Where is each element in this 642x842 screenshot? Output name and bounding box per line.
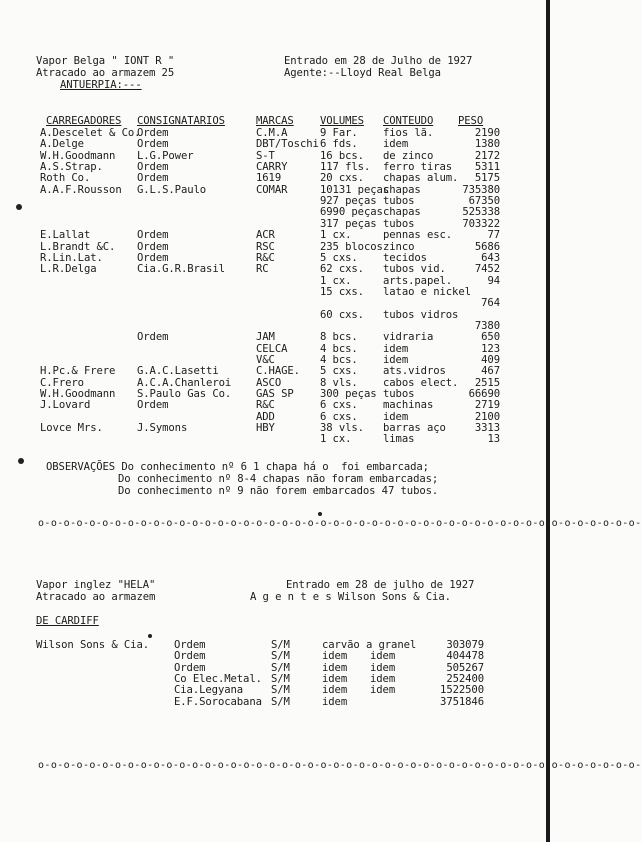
consignee-cell: Co Elec.Metal. [174,672,262,685]
marks-cell: R&C [256,399,275,412]
contents-detail-cell: idem [370,650,396,663]
contents-detail-cell: idem [370,684,396,697]
contents-cell: tubos [383,217,415,230]
punch-hole-top [16,204,22,210]
col-header-volumes: VOLUMES [320,115,364,127]
volumes-cell: 8 vls. [320,376,358,389]
volumes-cell: 62 cxs. [320,263,364,276]
weight-cell: 77 [487,229,500,242]
consignee-cell: L.G.Power [137,149,194,162]
contents-cell: idem [322,684,348,697]
contents-cell: barras aço [383,422,446,435]
weight-cell: 735380 [462,183,500,196]
origin-port: ANTUERPIA:--- [60,79,142,91]
contents-cell: latao e nickel [383,285,471,298]
shipper-cell: R.Lin.Lat. [40,251,103,264]
volumes-cell: 1 cx. [320,433,352,446]
weight-cell: 525338 [462,206,500,219]
contents-cell: chapas [383,183,421,196]
consignee-cell: J.Symons [137,422,188,435]
volumes-cell: 16 bcs. [320,149,364,162]
section-separator: o-o-o-o-o-o-o-o-o-o-o-o-o-o-o-o-o-o-o-o-o-o-o-o-o-o-o-o-o-o-o-o-o-o-o-o-o-o-o-o-o-o-o-o-o-o-o- [38,518,642,529]
ship-name: Vapor Belga " IONT R " [36,55,175,67]
consignee-cell: Cia.Legyana [174,684,244,697]
marks-cell: ACR [256,229,275,242]
weight-cell: 2100 [474,410,500,423]
contents-cell: idem [322,650,348,663]
shipper-cell: J.Lovard [40,399,91,412]
weight-cell: 13 [487,433,500,446]
punch-hole-low [148,634,152,638]
observation-line: Do conhecimento nº 8-4 chapas não foram embarcadas; [118,473,439,485]
shipper-cell: Roth Co. [40,172,91,185]
weight-cell: 7380 [474,319,500,332]
consignee-cell: Ordem [137,172,169,185]
volumes-cell: 1 cx. [320,274,352,287]
contents-cell: idem [322,661,348,674]
marks-cell: JAM [256,331,275,344]
marks-cell: S/M [271,684,290,697]
marks-cell: RC [256,263,269,276]
shipper-cell: A.Descelet & Co. [40,127,141,139]
consignee-cell: Cia.G.R.Brasil [137,263,225,276]
volumes-cell: 5 cxs. [320,251,358,264]
weight-cell: 94 [487,274,500,287]
shipper-cell: A.Delge [40,138,84,151]
contents-detail-cell: idem [370,672,396,685]
consignee-cell: G.A.C.Lasetti [137,365,219,378]
contents-cell: chapas alum. [383,172,459,185]
consignee-cell: Ordem [137,229,169,242]
contents-cell: carvão a granel [322,639,417,651]
marks-cell: COMAR [256,183,288,196]
contents-cell: idem [383,354,409,366]
weight-cell: 2515 [474,376,500,389]
volumes-cell: 38 vls. [320,422,364,435]
arrival-date: Entrado em 28 de julho de 1927 [286,579,475,591]
weight-cell: 409 [481,354,500,366]
volumes-cell: 300 peças [320,388,377,401]
shipper-cell: L.R.Delga [40,263,97,276]
consignee-cell: A.C.A.Chanleroi [137,376,232,389]
contents-cell: tubos [383,195,415,208]
col-header-weight: PESO [458,115,484,127]
observation-line: Do conhecimento nº 9 não forem embarcados 47 tubos. [118,485,439,497]
shipper-cell: Lovce Mrs. [40,422,103,435]
marks-cell: ADD [256,410,275,423]
marks-cell: V&C [256,354,275,366]
contents-cell: pennas esc. [383,229,453,242]
col-header-marks: MARCAS [256,115,294,127]
weight-cell: 2190 [474,127,500,139]
weight-cell: 5311 [474,161,500,174]
marks-cell: S/M [271,650,290,663]
contents-cell: idem [383,138,409,151]
origin-port: DE CARDIFF [36,615,99,627]
contents-detail-cell: idem [370,661,396,674]
contents-cell: arts.papel. [383,274,453,287]
weight-cell: 67350 [468,195,500,208]
contents-cell: zinco [383,240,415,253]
marks-cell: S/M [271,639,290,651]
marks-cell: RSC [256,240,275,253]
contents-cell: idem [322,672,348,685]
marks-cell: DBT/Toschi [256,138,319,151]
volumes-cell: 10131 peças [320,183,390,196]
volumes-cell: 15 cxs. [320,285,364,298]
contents-cell: vidraria [383,331,434,344]
contents-cell: tubos [383,388,415,401]
punch-hole-mid [18,458,24,464]
consignee-cell: E.F.Sorocabana [174,695,262,708]
contents-cell: ferro tiras [383,161,453,174]
weight-cell: 303079 [446,639,484,651]
weight-cell: 703322 [462,217,500,230]
volumes-cell: 927 peças [320,195,377,208]
shipper-cell: W.H.Goodmann [40,149,116,162]
marks-cell: R&C [256,251,275,264]
agent-line: A g e n t e s Wilson Sons & Cia. [250,591,451,603]
volumes-cell: 60 cxs. [320,308,364,321]
marks-cell: GAS SP [256,388,294,401]
consignee-cell: G.L.S.Paulo [137,183,207,196]
col-header-shipper: CARREGADORES [46,115,122,127]
consignee-cell: Ordem [174,661,206,674]
marks-cell: S/M [271,661,290,674]
scan-edge [546,0,550,842]
volumes-cell: 4 bcs. [320,354,358,366]
weight-cell: 3751846 [440,695,484,708]
shipper-cell: A.A.F.Rousson [40,183,122,196]
marks-cell: S-T [256,149,275,162]
marks-cell: ASCO [256,376,282,389]
col-header-consignee: CONSIGNATARIOS [137,115,225,127]
volumes-cell: 8 bcs. [320,331,358,344]
volumes-cell: 6 cxs. [320,399,358,412]
marks-cell: C.HAGE. [256,365,300,378]
volumes-cell: 20 cxs. [320,172,364,185]
contents-cell: machinas [383,399,434,412]
ship-name: Vapor inglez "HELA" [36,579,156,591]
weight-cell: 1522500 [440,684,484,697]
contents-cell: idem [383,342,409,355]
consignee-cell: Ordem [174,650,206,663]
contents-cell: tubos vidros [383,308,459,321]
volumes-cell: 9 Far. [320,127,358,139]
weight-cell: 3313 [474,422,500,435]
volumes-cell: 117 fls. [320,161,371,174]
contents-cell: ats.vidros [383,365,446,378]
contents-cell: cabos elect. [383,376,459,389]
shipper-cell: Wilson Sons & Cia. [36,639,150,651]
weight-cell: 5175 [474,172,500,185]
weight-cell: 643 [481,251,500,264]
volumes-cell: 317 peças [320,217,377,230]
weight-cell: 66690 [468,388,500,401]
weight-cell: 467 [481,365,500,378]
contents-cell: tubos vid. [383,263,446,276]
shipper-cell: H.Pc.& Frere [40,365,116,378]
weight-cell: 1380 [474,138,500,151]
consignee-cell: Ordem [137,240,169,253]
marks-cell: C.M.A [256,127,288,139]
marks-cell: 1619 [256,172,282,185]
weight-cell: 5686 [474,240,500,253]
consignee-cell: Ordem [137,399,169,412]
contents-cell: de zinco [383,149,434,162]
arrival-date: Entrado em 28 de Julho de 1927 [284,55,473,67]
volumes-cell: 6990 peças [320,206,383,219]
consignee-cell: Ordem [137,251,169,264]
observation-line: OBSERVAÇÕES Do conhecimento nº 6 1 chapa há o foi embarcada; [46,461,429,473]
weight-cell: 2172 [474,149,500,162]
contents-cell: tecidos [383,251,427,264]
shipper-cell: W.H.Goodmann [40,388,116,401]
contents-cell: fios lã. [383,127,434,139]
marks-cell: S/M [271,672,290,685]
contents-cell: chapas [383,206,421,219]
berth-line: Atracado ao armazem [36,591,156,603]
weight-cell: 404478 [446,650,484,663]
contents-cell: idem [383,410,409,423]
contents-cell: idem [322,695,348,708]
volumes-cell: 5 cxs. [320,365,358,378]
consignee-cell: Ordem [174,639,206,651]
marks-cell: CELCA [256,342,288,355]
weight-cell: 2719 [474,399,500,412]
volumes-cell: 6 cxs. [320,410,358,423]
weight-cell: 764 [481,297,500,310]
consignee-cell: Ordem [137,161,169,174]
consignee-cell: S.Paulo Gas Co. [137,388,232,401]
shipper-cell: L.Brandt &C. [40,240,116,253]
weight-cell: 505267 [446,661,484,674]
marks-cell: HBY [256,422,275,435]
weight-cell: 650 [481,331,500,344]
weight-cell: 123 [481,342,500,355]
consignee-cell: Ordem [137,127,169,139]
section-separator: o-o-o-o-o-o-o-o-o-o-o-o-o-o-o-o-o-o-o-o-o-o-o-o-o-o-o-o-o-o-o-o-o-o-o-o-o-o-o-o-o-o-o-o-o-o-o- [38,760,642,771]
volumes-cell: 235 blocos [320,240,383,253]
volumes-cell: 1 cx. [320,229,352,242]
col-header-contents: CONTEUDO [383,115,434,127]
consignee-cell: Ordem [137,138,169,151]
marks-cell: CARRY [256,161,288,174]
shipper-cell: C.Frero [40,376,84,389]
berth-line: Atracado ao armazem 25 [36,67,175,79]
agent-line: Agente:--Lloyd Real Belga [284,67,441,79]
weight-cell: 7452 [474,263,500,276]
volumes-cell: 6 fds. [320,138,358,151]
contents-cell: limas [383,433,415,446]
consignee-cell: Ordem [137,331,169,344]
volumes-cell: 4 bcs. [320,342,358,355]
weight-cell: 252400 [446,672,484,685]
marks-cell: S/M [271,695,290,708]
punch-hole-right [318,512,322,516]
shipper-cell: E.Lallat [40,229,91,242]
shipper-cell: A.S.Strap. [40,161,103,174]
